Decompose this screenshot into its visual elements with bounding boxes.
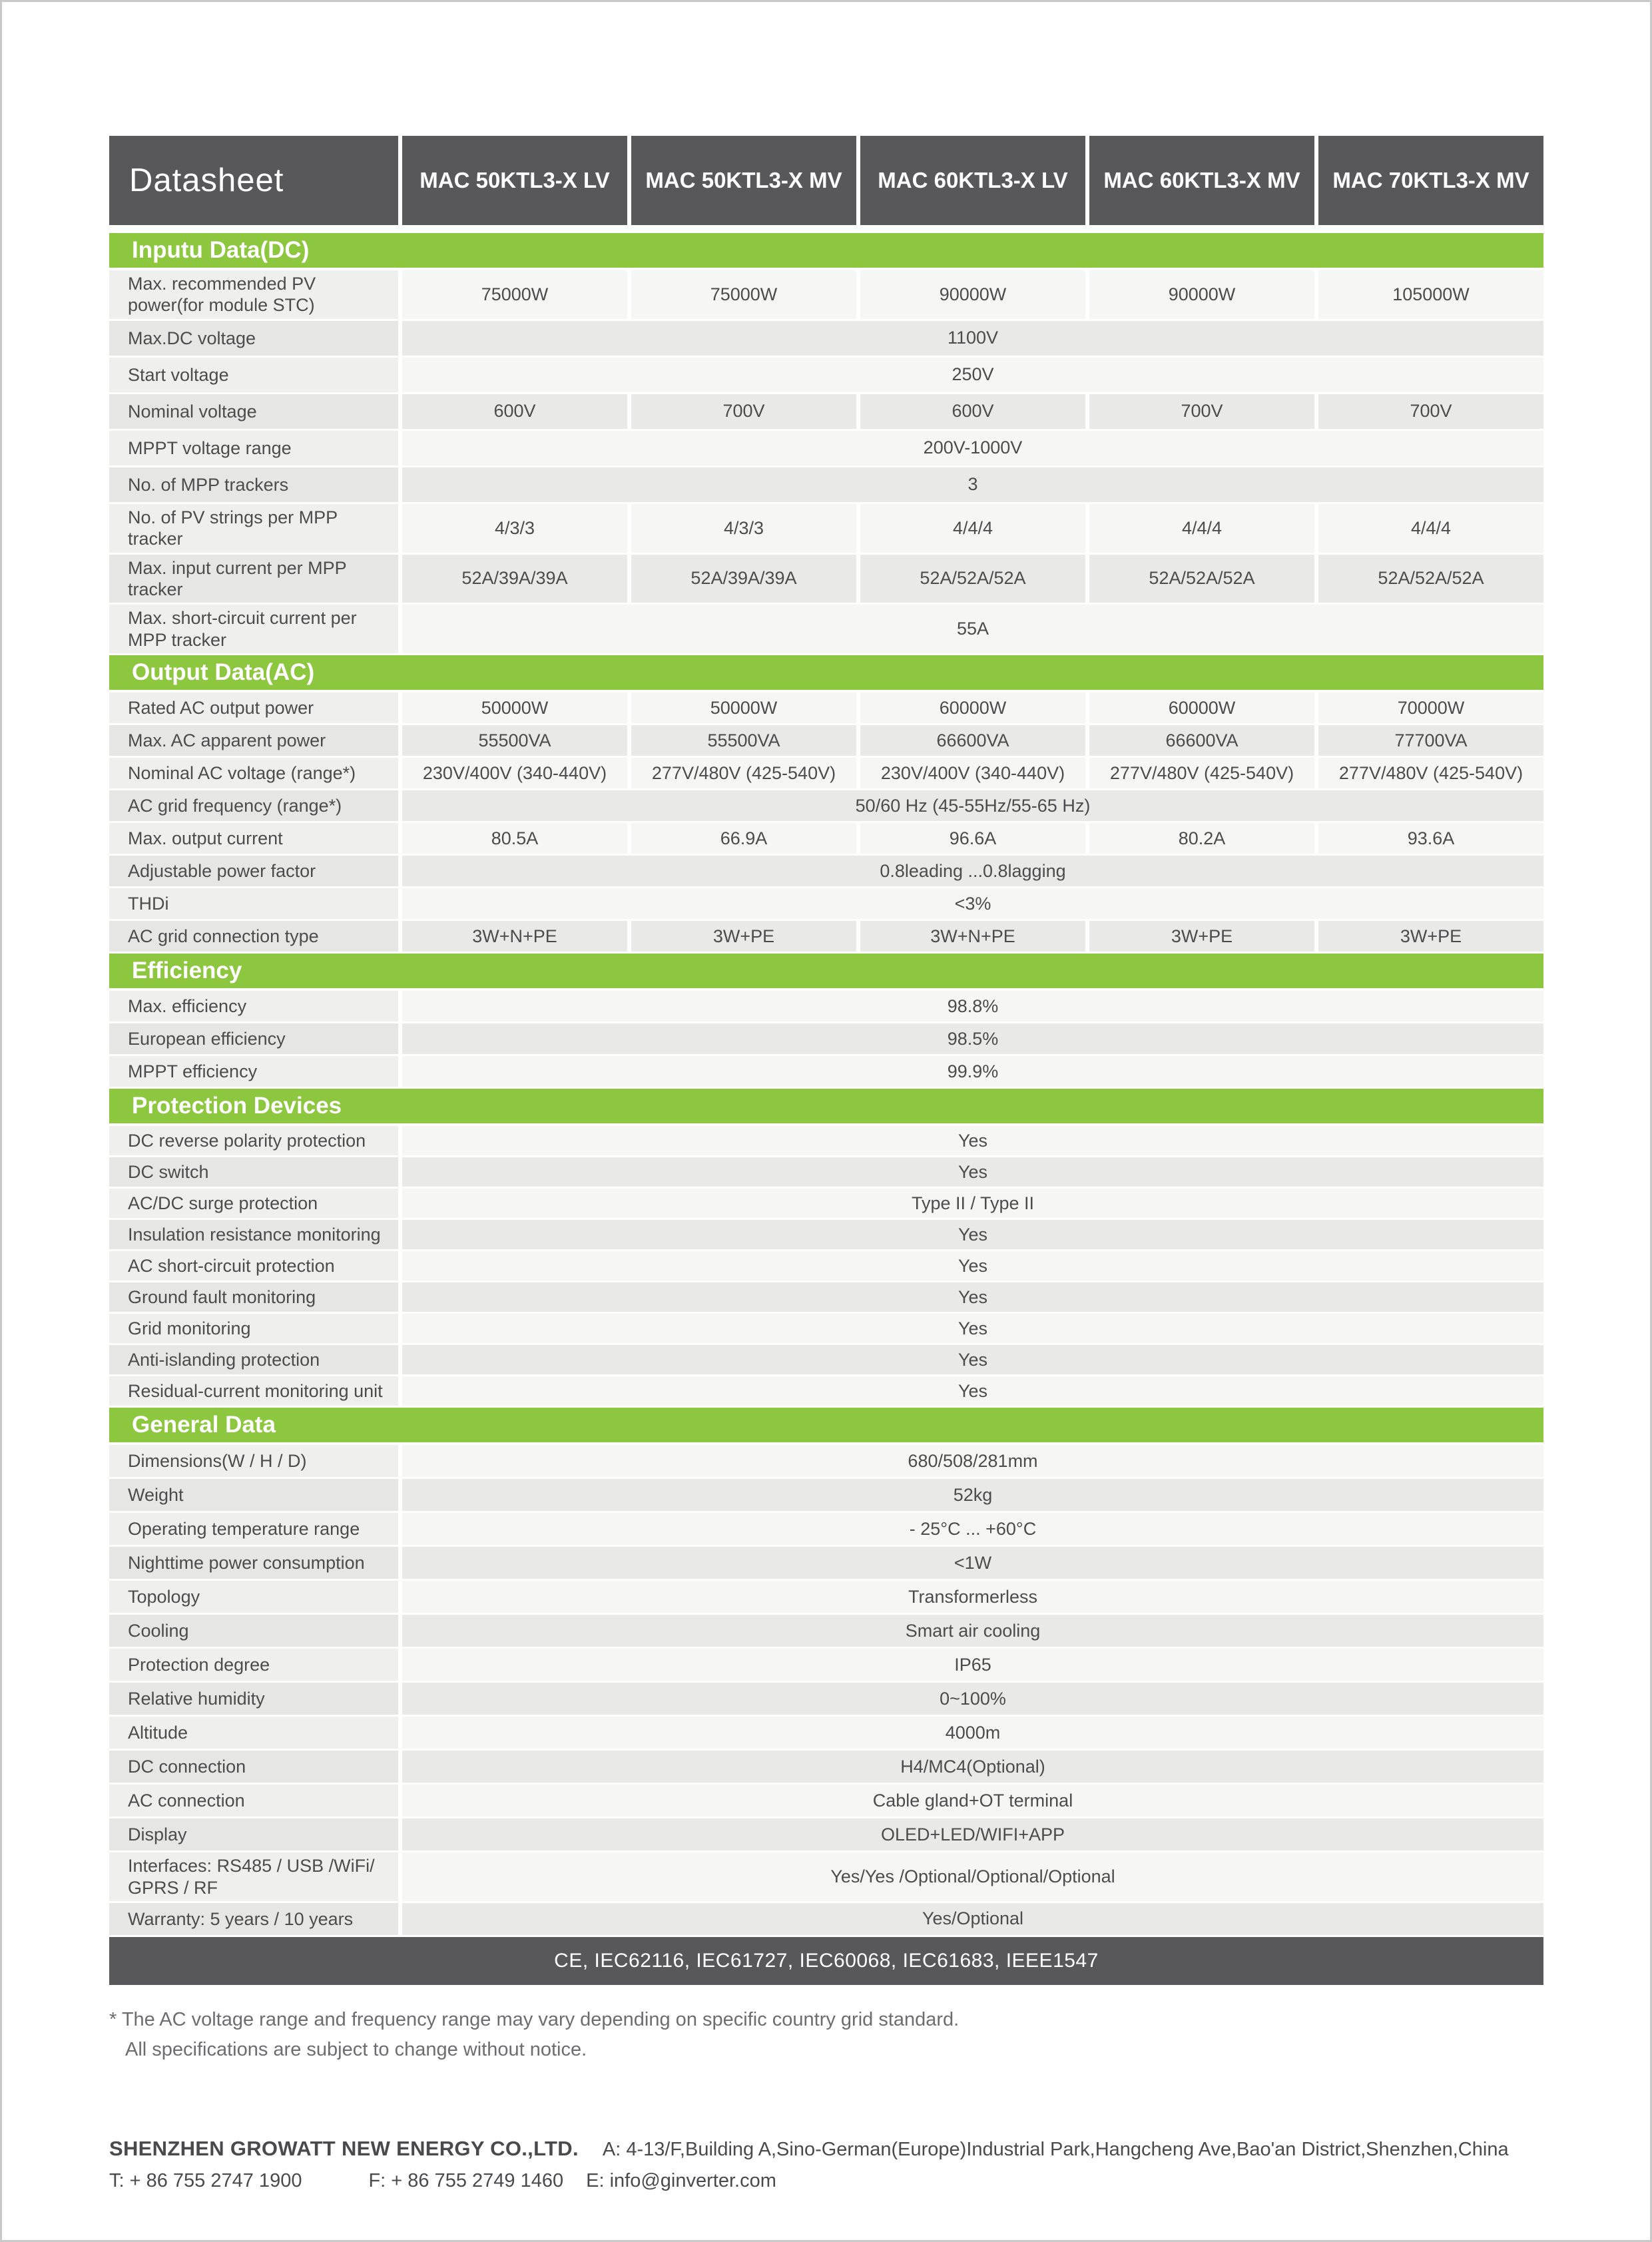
table-row <box>109 431 1543 465</box>
row-value-span: Transformerless <box>402 1581 1543 1613</box>
row-value: 90000W <box>860 270 1085 319</box>
row-label: Protection degree <box>109 1649 398 1681</box>
row-value: 277V/480V (425-540V) <box>1089 758 1314 788</box>
model-column-header: MAC 50KTL3-X LV <box>402 136 627 225</box>
table-row <box>109 888 1543 919</box>
row-value: 52A/52A/52A <box>1318 555 1543 603</box>
table-row <box>109 1547 1543 1579</box>
row-label: Ground fault monitoring <box>109 1282 398 1312</box>
row-value: 66600VA <box>860 725 1085 756</box>
table-row <box>109 358 1543 392</box>
row-value-span: Yes <box>402 1220 1543 1249</box>
row-value: 80.5A <box>402 823 627 854</box>
table-row <box>109 1683 1543 1715</box>
row-label: Insulation resistance monitoring <box>109 1220 398 1249</box>
row-value: 52A/39A/39A <box>402 555 627 603</box>
row-value: 3W+PE <box>631 921 856 952</box>
footnote-line-1: * The AC voltage range and frequency range may vary depending on specific country grid standard. <box>109 2008 960 2030</box>
row-value: 700V <box>1089 394 1314 429</box>
section-title: Protection Devices <box>109 1089 1543 1123</box>
company-footer <box>109 2137 1543 2192</box>
table-row <box>109 1220 1543 1249</box>
row-value-span: IP65 <box>402 1649 1543 1681</box>
row-value-span: 1100V <box>402 321 1543 356</box>
row-value: 700V <box>631 394 856 429</box>
row-value-span: 52kg <box>402 1479 1543 1511</box>
row-label: Max. recommended PV power(for module STC) <box>109 270 398 319</box>
row-label: Display <box>109 1819 398 1850</box>
row-value-span: 55A <box>402 605 1543 653</box>
table-row <box>109 693 1543 723</box>
row-value: 4/4/4 <box>1089 504 1314 553</box>
table-row <box>109 758 1543 788</box>
row-value: 277V/480V (425-540V) <box>631 758 856 788</box>
row-value-span: H4/MC4(Optional) <box>402 1751 1543 1783</box>
row-label: No. of PV strings per MPP tracker <box>109 504 398 553</box>
row-value-span: Yes <box>402 1376 1543 1406</box>
row-value: 230V/400V (340-440V) <box>860 758 1085 788</box>
row-value: 93.6A <box>1318 823 1543 854</box>
row-value: 52A/52A/52A <box>860 555 1085 603</box>
row-label: Grid monitoring <box>109 1314 398 1343</box>
row-label: Max. input current per MPP tracker <box>109 555 398 603</box>
row-label: DC connection <box>109 1751 398 1783</box>
row-label: Max. short-circuit current per MPP tracker <box>109 605 398 653</box>
table-row <box>109 1157 1543 1187</box>
row-value: 66600VA <box>1089 725 1314 756</box>
row-value-span: OLED+LED/WIFI+APP <box>402 1819 1543 1850</box>
row-label: Max. efficiency <box>109 991 398 1021</box>
row-value: 700V <box>1318 394 1543 429</box>
table-row <box>109 1615 1543 1647</box>
row-value: 4/3/3 <box>402 504 627 553</box>
table-row <box>109 1251 1543 1280</box>
table-row <box>109 790 1543 821</box>
table-row <box>109 1903 1543 1935</box>
spec-sections <box>109 233 1543 1935</box>
row-label: No. of MPP trackers <box>109 467 398 502</box>
row-value-span: 0.8leading ...0.8lagging <box>402 856 1543 886</box>
company-fax: F: + 86 755 2749 1460 <box>368 2170 564 2191</box>
row-value: 80.2A <box>1089 823 1314 854</box>
row-value-span: Type II / Type II <box>402 1189 1543 1218</box>
table-row <box>109 1479 1543 1511</box>
row-label: Operating temperature range <box>109 1513 398 1545</box>
row-value: 3W+N+PE <box>860 921 1085 952</box>
section-title: Efficiency <box>109 954 1543 988</box>
table-row <box>109 1345 1543 1374</box>
row-value: 50000W <box>402 693 627 723</box>
row-value: 60000W <box>860 693 1085 723</box>
table-row <box>109 991 1543 1021</box>
row-value: 600V <box>860 394 1085 429</box>
row-value-span: Yes/Yes /Optional/Optional/Optional <box>402 1852 1543 1901</box>
row-label: THDi <box>109 888 398 919</box>
row-label: Topology <box>109 1581 398 1613</box>
row-value-span: <3% <box>402 888 1543 919</box>
row-value-span: Yes <box>402 1314 1543 1343</box>
table-row <box>109 1376 1543 1406</box>
table-row <box>109 1852 1543 1901</box>
row-label: Max. AC apparent power <box>109 725 398 756</box>
table-row <box>109 270 1543 319</box>
row-label: Cooling <box>109 1615 398 1647</box>
row-value: 66.9A <box>631 823 856 854</box>
table-row <box>109 856 1543 886</box>
row-value: 55500VA <box>402 725 627 756</box>
table-row <box>109 1717 1543 1749</box>
section-title: General Data <box>109 1408 1543 1442</box>
row-value-span: 98.8% <box>402 991 1543 1021</box>
row-value: 4/4/4 <box>1318 504 1543 553</box>
row-value: 3W+PE <box>1318 921 1543 952</box>
table-row <box>109 394 1543 429</box>
row-label: Weight <box>109 1479 398 1511</box>
row-value-span: 4000m <box>402 1717 1543 1749</box>
table-row <box>109 321 1543 356</box>
row-label: European efficiency <box>109 1023 398 1054</box>
row-value-span: 50/60 Hz (45-55Hz/55-65 Hz) <box>402 790 1543 821</box>
row-label: AC grid frequency (range*) <box>109 790 398 821</box>
row-label: AC connection <box>109 1785 398 1817</box>
certifications-bar: CE, IEC62116, IEC61727, IEC60068, IEC61683, IEEE1547 <box>109 1937 1543 1985</box>
row-value-span: Cable gland+OT terminal <box>402 1785 1543 1817</box>
row-label: MPPT efficiency <box>109 1056 398 1087</box>
company-address: A: 4-13/F,Building A,Sino-German(Europe)Industrial Park,Hangcheng Ave,Bao'an District,Shenzhen,China <box>602 2139 1509 2160</box>
row-value-span: Yes <box>402 1126 1543 1155</box>
row-label: Altitude <box>109 1717 398 1749</box>
table-row <box>109 605 1543 653</box>
model-column-header: MAC 60KTL3-X MV <box>1089 136 1314 225</box>
table-row <box>109 1282 1543 1312</box>
row-value: 70000W <box>1318 693 1543 723</box>
row-value-span: <1W <box>402 1547 1543 1579</box>
row-label: Relative humidity <box>109 1683 398 1715</box>
row-value: 4/3/3 <box>631 504 856 553</box>
row-value: 60000W <box>1089 693 1314 723</box>
row-value: 105000W <box>1318 270 1543 319</box>
row-value-span: 99.9% <box>402 1056 1543 1087</box>
row-label: AC short-circuit protection <box>109 1251 398 1280</box>
model-column-header: MAC 70KTL3-X MV <box>1318 136 1543 225</box>
table-row <box>109 921 1543 952</box>
row-value: 50000W <box>631 693 856 723</box>
row-label: AC/DC surge protection <box>109 1189 398 1218</box>
table-row <box>109 725 1543 756</box>
row-label: AC grid connection type <box>109 921 398 952</box>
row-value: 75000W <box>402 270 627 319</box>
row-label: Adjustable power factor <box>109 856 398 886</box>
table-row <box>109 823 1543 854</box>
table-row <box>109 1751 1543 1783</box>
row-value: 96.6A <box>860 823 1085 854</box>
table-row <box>109 467 1543 502</box>
row-label: Dimensions(W / H / D) <box>109 1445 398 1477</box>
company-name: SHENZHEN GROWATT NEW ENERGY CO.,LTD. <box>109 2137 579 2160</box>
row-label: Rated AC output power <box>109 693 398 723</box>
table-row <box>109 1785 1543 1817</box>
row-label: DC switch <box>109 1157 398 1187</box>
row-value: 90000W <box>1089 270 1314 319</box>
table-row <box>109 504 1543 553</box>
footer-line-2 <box>109 2170 1543 2192</box>
page-title: Datasheet <box>109 136 398 225</box>
table-row <box>109 555 1543 603</box>
row-value: 4/4/4 <box>860 504 1085 553</box>
footnote-line-2: All specifications are subject to change without notice. <box>125 2038 587 2060</box>
row-value: 3W+PE <box>1089 921 1314 952</box>
row-value: 55500VA <box>631 725 856 756</box>
table-row <box>109 1445 1543 1477</box>
section-title: Output Data(AC) <box>109 655 1543 690</box>
row-value-span: 250V <box>402 358 1543 392</box>
row-value-span: 0~100% <box>402 1683 1543 1715</box>
row-value: 230V/400V (340-440V) <box>402 758 627 788</box>
table-row <box>109 1819 1543 1850</box>
row-label: Nominal AC voltage (range*) <box>109 758 398 788</box>
row-label: Nighttime power consumption <box>109 1547 398 1579</box>
row-value-span: 3 <box>402 467 1543 502</box>
company-phone: T: + 86 755 2747 1900 <box>109 2170 302 2191</box>
row-value-span: 200V-1000V <box>402 431 1543 465</box>
row-value-span: Yes <box>402 1282 1543 1312</box>
footer-line-1 <box>109 2137 1543 2161</box>
table-row <box>109 1056 1543 1087</box>
row-value: 77700VA <box>1318 725 1543 756</box>
row-label: DC reverse polarity protection <box>109 1126 398 1155</box>
row-label: Max. output current <box>109 823 398 854</box>
row-value: 600V <box>402 394 627 429</box>
table-row <box>109 1581 1543 1613</box>
row-label: Max.DC voltage <box>109 321 398 356</box>
table-row <box>109 1189 1543 1218</box>
datasheet-content <box>109 136 1543 2065</box>
row-value-span: Yes/Optional <box>402 1903 1543 1935</box>
row-label: Interfaces: RS485 / USB /WiFi/ GPRS / RF <box>109 1852 398 1901</box>
row-value-span: 98.5% <box>402 1023 1543 1054</box>
row-value-span: Yes <box>402 1157 1543 1187</box>
row-label: Residual-current monitoring unit <box>109 1376 398 1406</box>
row-value: 3W+N+PE <box>402 921 627 952</box>
row-label: Start voltage <box>109 358 398 392</box>
model-column-header: MAC 60KTL3-X LV <box>860 136 1085 225</box>
table-row <box>109 1023 1543 1054</box>
footnote <box>109 2005 1543 2065</box>
table-row <box>109 1314 1543 1343</box>
row-label: Nominal voltage <box>109 394 398 429</box>
row-label: MPPT voltage range <box>109 431 398 465</box>
row-value-span: - 25°C ... +60°C <box>402 1513 1543 1545</box>
company-email: E: info@ginverter.com <box>586 2170 776 2191</box>
row-value-span: Smart air cooling <box>402 1615 1543 1647</box>
row-value-span: Yes <box>402 1345 1543 1374</box>
row-value: 277V/480V (425-540V) <box>1318 758 1543 788</box>
row-value: 75000W <box>631 270 856 319</box>
model-column-header: MAC 50KTL3-X MV <box>631 136 856 225</box>
row-value: 52A/39A/39A <box>631 555 856 603</box>
table-row <box>109 1649 1543 1681</box>
table-row <box>109 1126 1543 1155</box>
section-title: Inputu Data(DC) <box>109 233 1543 268</box>
table-header-row <box>109 136 1543 225</box>
row-label: Anti-islanding protection <box>109 1345 398 1374</box>
row-value-span: 680/508/281mm <box>402 1445 1543 1477</box>
table-row <box>109 1513 1543 1545</box>
row-label: Warranty: 5 years / 10 years <box>109 1903 398 1935</box>
row-value: 52A/52A/52A <box>1089 555 1314 603</box>
row-value-span: Yes <box>402 1251 1543 1280</box>
